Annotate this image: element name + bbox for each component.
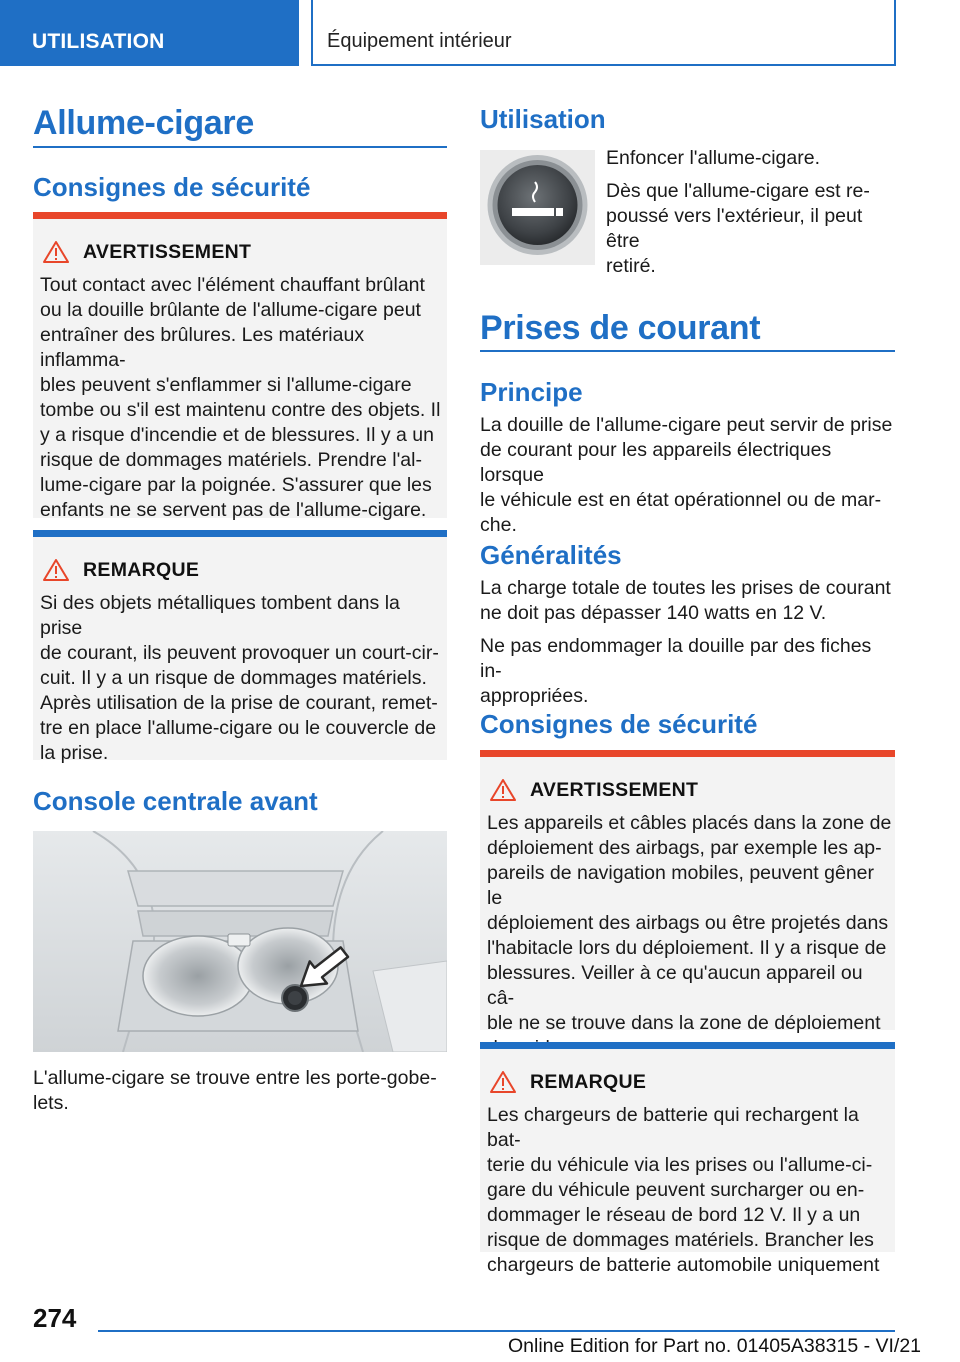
page-number: 274 [33,1303,77,1333]
notice-box-right [480,1042,895,1276]
notice-bar [33,530,447,537]
notice-line: la prise. [40,742,109,764]
usage-line: poussé vers l'extérieur, il peut être [606,205,863,252]
principle-line: de courant pour les appareils électriques lorsque [480,439,832,486]
center-console-illustration [33,831,447,1052]
usage-line: Enfoncer l'allume-cigare. [606,147,820,169]
warning-line: bles peuvent s'enflammer si l'allume-cigare [40,374,412,396]
notice-line: chargeurs de batterie automobile uniquement [487,1254,880,1276]
warning-triangle-icon [43,240,69,264]
warning-box [33,212,447,521]
principle-text [480,413,895,538]
safety-heading: Consignes de sécurité [33,172,311,202]
notice-text [487,1103,892,1278]
general-text [480,576,895,709]
warning-triangle-icon [43,558,69,582]
chapter-title: Équipement intérieur [327,30,512,52]
cigarette-lighter-icon [480,150,595,265]
warning-text [487,811,892,1061]
warning-header [43,240,251,264]
notice-line: de courant, ils peuvent provoquer un court-cir- [40,642,439,664]
notice-line: terie du véhicule via les prises ou l'allume-ci- [487,1154,873,1176]
caption-line: lets. [33,1092,69,1114]
safety-heading-right: Consignes de sécurité [480,709,758,739]
lighter-photo [480,150,595,265]
notice-line: Les chargeurs de batterie qui rechargent la bat- [487,1104,859,1151]
general-line: Ne pas endommager la douille par des fiches in- [480,635,872,682]
principle-line: La douille de l'allume-cigare peut servir de prise [480,414,893,436]
warning-line: entraîner des brûlures. Les matériaux inflamma- [40,324,365,371]
warning-text [40,273,444,523]
principle-line: le véhicule est en état opérationnel ou de mar- [480,489,882,511]
notice-header [43,558,199,582]
warning-label: AVERTISSEMENT [83,240,252,263]
warning-line: l'habitacle lors du déploiement. Il y a risque de [487,937,887,959]
usage-heading: Utilisation [480,104,606,134]
warning-line: déploiement des airbags, par exemple les ap- [487,837,882,859]
usage-line: Dès que l'allume-cigare est re- [606,180,870,202]
notice-box [33,530,447,764]
general-line: appropriées. [480,685,589,707]
warning-label: AVERTISSEMENT [530,778,699,801]
page-title: Allume-cigare [33,104,254,142]
warning-box-right [480,750,895,1034]
general-line: La charge totale de toutes les prises de courant [480,577,891,599]
footer-rule [98,1330,895,1332]
general-line: ne doit pas dépasser 140 watts en 12 V. [480,602,827,624]
title-rule [480,350,895,352]
warning-line: déploiement des airbags ou être projetés dans [487,912,889,934]
warning-line: ou la douille brûlante de l'allume-cigare peut [40,299,421,321]
console-caption [33,1066,447,1116]
page-header [0,0,960,66]
notice-label: REMARQUE [530,1070,647,1093]
notice-line: cuit. Il y a un risque de dommages matériels. [40,667,427,689]
edition-text: Online Edition for Part no. 01405A38315 - VI/21 [508,1335,922,1357]
notice-line: dommager le réseau de bord 12 V. Il y a un [487,1204,861,1226]
console-photo [33,831,447,1052]
notice-line: risque de dommages matériels. Brancher les [487,1229,874,1251]
warning-line: ble ne se trouve dans la zone de déploiement [487,1012,881,1034]
usage-line: retiré. [606,255,656,277]
section-tab-label: UTILISATION [32,30,165,53]
warning-line: risque de dommages matériels. Prendre l'al- [40,449,422,471]
notice-header [490,1070,646,1094]
warning-line: Les appareils et câbles placés dans la zone de [487,812,892,834]
warning-line: pareils de navigation mobiles, peuvent gêner le [487,862,875,909]
notice-line: tre en place l'allume-cigare ou le couvercle de [40,717,437,739]
warning-bar [480,750,895,757]
warning-line: tombe ou s'il est maintenu contre des objets. Il [40,399,441,421]
notice-bar [480,1042,895,1049]
section-title: Prises de courant [480,309,761,347]
caption-line: L'allume-cigare se trouve entre les porte-gobe- [33,1067,437,1089]
general-heading: Généralités [480,540,622,570]
warning-line: Tout contact avec l'élément chauffant brûlant [40,274,425,296]
warning-line: blessures. Veiller à ce qu'aucun appareil ou câ- [487,962,863,1009]
section-tab[interactable] [0,0,299,66]
title-rule [33,146,447,148]
console-heading: Console centrale avant [33,786,318,816]
notice-text [40,591,444,766]
usage-text [606,146,896,279]
notice-line: gare du véhicule peuvent surcharger ou en- [487,1179,865,1201]
warning-bar [33,212,447,219]
warning-line: y a risque d'incendie et de blessures. Il y a un [40,424,434,446]
notice-label: REMARQUE [83,558,200,581]
notice-line: Si des objets métalliques tombent dans la prise [40,592,400,639]
warning-header [490,778,698,802]
principle-line: che. [480,514,517,536]
warning-triangle-icon [490,1070,516,1094]
warning-line: lume-cigare par la poignée. S'assurer que les [40,474,432,496]
principle-heading: Principe [480,377,583,407]
chapter-title-box [311,0,896,66]
warning-triangle-icon [490,778,516,802]
notice-line: Après utilisation de la prise de courant, remet- [40,692,438,714]
warning-line: enfants ne se servent pas de l'allume-cigare. [40,499,427,521]
